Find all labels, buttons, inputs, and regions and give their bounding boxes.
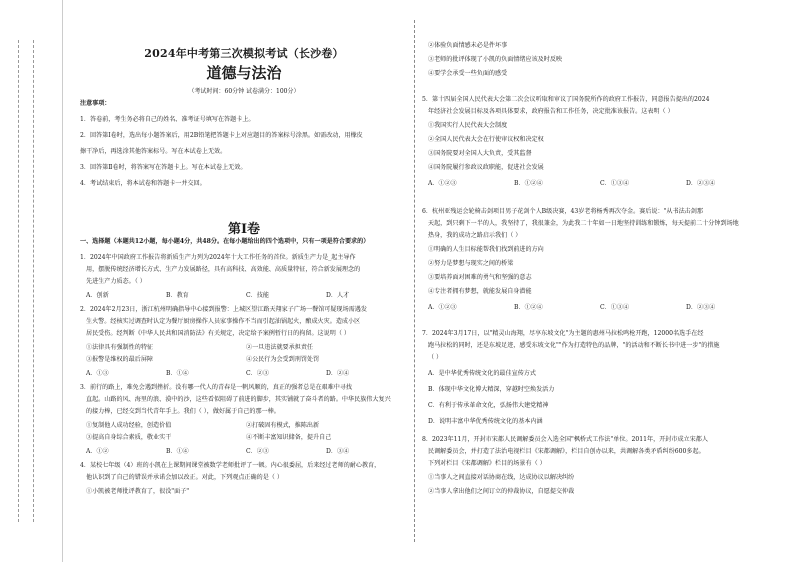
question-line: ②努力是梦想与现实之间的桥梁 [428,260,514,267]
question-line: C．有利于传承革命文化，弘扬伟大建党精神 [428,402,549,409]
option: ②一旦违法就要承担责任 [246,344,314,351]
notice-item: 3．回答第Ⅱ卷时，将答案写在答题卡上。写在本试卷上无效。 [80,164,247,171]
option: ④公民行为会受到刑罚处罚 [246,356,320,363]
question-line: （ ） [428,354,443,361]
option: ③报警是维权的最后屏障 [86,356,154,363]
exam-subject: 道德与法治 [206,64,282,82]
question-line: 5．第十四届全国人民代表大会第二次会议听取和审议了国务院所作的政府工作报告，同意报告提出的2024 [422,96,710,103]
question-line: ④要学会承受一些负面的感受 [428,70,508,77]
question-line: 热身，我的成功之路启示我们（ ） [428,232,522,239]
section-title: 第Ⅰ卷 [227,222,261,237]
option: ①小凯被老师批评教育了，很没"面子" [86,488,190,495]
question-line: 天起，到只剩下一半的人，我坚持了，我很兼金，为此我二十年如一日地坚持训练和锻炼，每天提前二十分钟到场地 [428,220,739,227]
question-line: 的接力棒，已经交到当代青年手上。我们（ ），做好属于自己的那一棒。 [86,408,280,415]
notice-item: 4．考试结束后，将本试卷和答题卡一并交回。 [80,180,206,187]
option: A．创新 [86,292,109,299]
option: D．人才 [326,292,350,299]
question-line: ①当事人之间直接对话协商在线，达成协议以解决纠纷 [428,474,575,481]
option: B．①②④ [514,304,543,311]
question-line: ②当事人拿出他们之间订立的仲裁协议，自愿提交仲裁 [428,488,575,495]
option: A．①②③ [428,304,457,311]
option: A．①②③ [428,180,457,187]
question-line: 先进生产力质态。（ ） [86,278,146,285]
section-desc: 一、选择题（本题共12小题，每小题4分，共48分。在每小题给出的四个选项中，只有一项是符合要求的） [80,238,370,245]
option: ③提高自身综合素质，敬业实干 [86,434,172,441]
question-line: 8．2023年11月，开封市宋都人民调解委员会入选全国"枫桥式工作法"单位。2011年，开封市成立宋都人 [422,436,708,443]
question-line: D．说明丰富中华优秀传统文化的基本内涵 [428,418,543,425]
question-line: 用，摆脱传统经济增长方式、生产力发展路径，具有高科技、高效能、高质量特征，符合新发展理念的 [86,266,361,273]
question-line: ①我国实行人民代表大会制度 [428,122,508,129]
option: ④不断丰富知识储备，提升自己 [246,434,332,441]
question-line: 3．前行的路上，难免会遇到挫折。没有哪一代人的青春是一帆风顺的，真正的强者总是在艰难中寻找 [80,384,353,391]
option: C．①③④ [600,180,630,187]
option: ①复制他人成功经验，创造价值 [86,422,172,429]
notice-item: 擦干净后，再选涂其他答案标号。写在本试卷上无效。 [80,148,227,155]
question-line: 生火警。经核实过调查时认定为餐厅厨房操作人员家事操作不当而引起油锅起火，酿成火灾。造成小区 [86,318,361,325]
question-line: A．是中华优秀传统文化的最佳宣传方式 [428,370,536,377]
notice-item: 2．回答第Ⅰ卷时，选出每小题答案后，用2B铅笔把答题卡上对应题目的答案标号涂黑。如需改动，用橡皮 [80,132,363,139]
exam-title: 2024年中考第三次模拟考试（长沙卷） [144,47,344,60]
question-line: ③老师的批评体现了小凯的负面情绪应该及时反映 [428,56,563,63]
left-column [80,0,408,562]
option: C．①③④ [600,304,630,311]
question-line: ①明确的人生目标能帮我们找到前进的方向 [428,246,544,253]
question-line: 民调解委员会，并打造了法治电视栏目《宋都调解》，栏目自创办以来，共调解各类矛盾纠纷600多起。 [428,448,705,455]
question-line: 下列对栏目《宋都调解》栏目的场景有（ ） [428,460,546,467]
option: C．②③ [246,448,269,455]
option: B．教育 [166,292,189,299]
option: A．①③ [86,370,109,377]
option: D．②④ [326,370,350,377]
question-line: ④国务院履行参政议政职能，促进社会发展 [428,164,544,171]
question-line: ③要培养面对困难的勇气和坚强的意志 [428,274,532,281]
question-line: 7．2024年3月17日，以"精灵山海翔，尽享东坡文化"为主题的惠州马拉松鸣枪开跑，12000名选手在经 [422,330,704,337]
question-line: 直起。山路的风、海里的浪、漠中的沙，这些看似阻碍了前进的脚步，其实铺就了奋斗者的路。中华民族伟大复兴 [86,396,391,403]
binding-gutter [0,0,63,562]
exam-meta: （考试时间：60分钟 试卷满分：100分） [188,88,300,95]
option: B．①④ [166,370,189,377]
option: D．②③④ [686,180,716,187]
question-line: ②体验负面情感未必是件坏事 [428,42,508,49]
question-line: ④专注者拥有梦想，就能发展自身潜能 [428,288,532,295]
option: ①法律具有强制性的特征 [86,344,154,351]
right-column [422,0,777,562]
question-line: 他认识到了自己的错误并承诺会加以改正。对此，下列观点正确的是（ ） [86,474,283,481]
notice-item: 1．答卷前，考生务必将自己的姓名、准考证号填写在答题卡上。 [80,116,255,123]
question-line: ②全国人民代表大会在行使审议权和决定权 [428,136,544,143]
option: A．①② [86,448,109,455]
option: C．②③ [246,370,269,377]
question-line: 4．某校七年级（4）班的小凯在上课期间课堂被数学老师批评了一顿。内心很委屈，后来经过老师的耐心教育， [80,462,381,469]
option: C．技能 [246,292,269,299]
question-line: 跑马拉松的同时，还是东坡足迹，感受东坡文化""作为打造特色的品牌，"的活动和不断长书中进一步"的措施 [428,342,720,349]
option: ②打破固有模式，推陈出新 [246,422,320,429]
question-line: ③国务院要对全国人大负责，受其监督 [428,150,532,157]
column-divider [414,20,416,542]
question-line: B．体现中华文化博大精深，穿越时空焕发活力 [428,386,555,393]
option: D．②③④ [686,304,716,311]
option: B．①②④ [514,180,543,187]
option: D．③④ [326,448,350,455]
notice-heading: 注意事项： [80,100,111,107]
question-line: 2．2024年2月23日，浙江杭州明确指导中心接到报警：上城区望江路天翔家子广场一餐馆可疑现场需遇发 [80,306,367,313]
question-line: 1．2024年中国政府工作报告将新质生产力列为2024年十大工作任务的首位。新质生产力是_起主导作 [80,254,356,261]
question-line: 6．杭州亚残运会轮椅击剑项目男子花剑个人B级决赛，43岁老将杨秀再次夺金。赛后说："从书法击剑那 [422,208,703,215]
seal-line [18,40,34,522]
option: B．①④ [166,448,189,455]
question-line: 居民受伤。经判断《中华人民共和国消防法》有关规定，决定给予案例暂行日的拘留。这说明（ ） [86,330,350,337]
question-line: 年经济社会发展目标及各项具体要求，政府报告和工作任务，决定批准该报告。这表明（ ） [428,108,674,115]
